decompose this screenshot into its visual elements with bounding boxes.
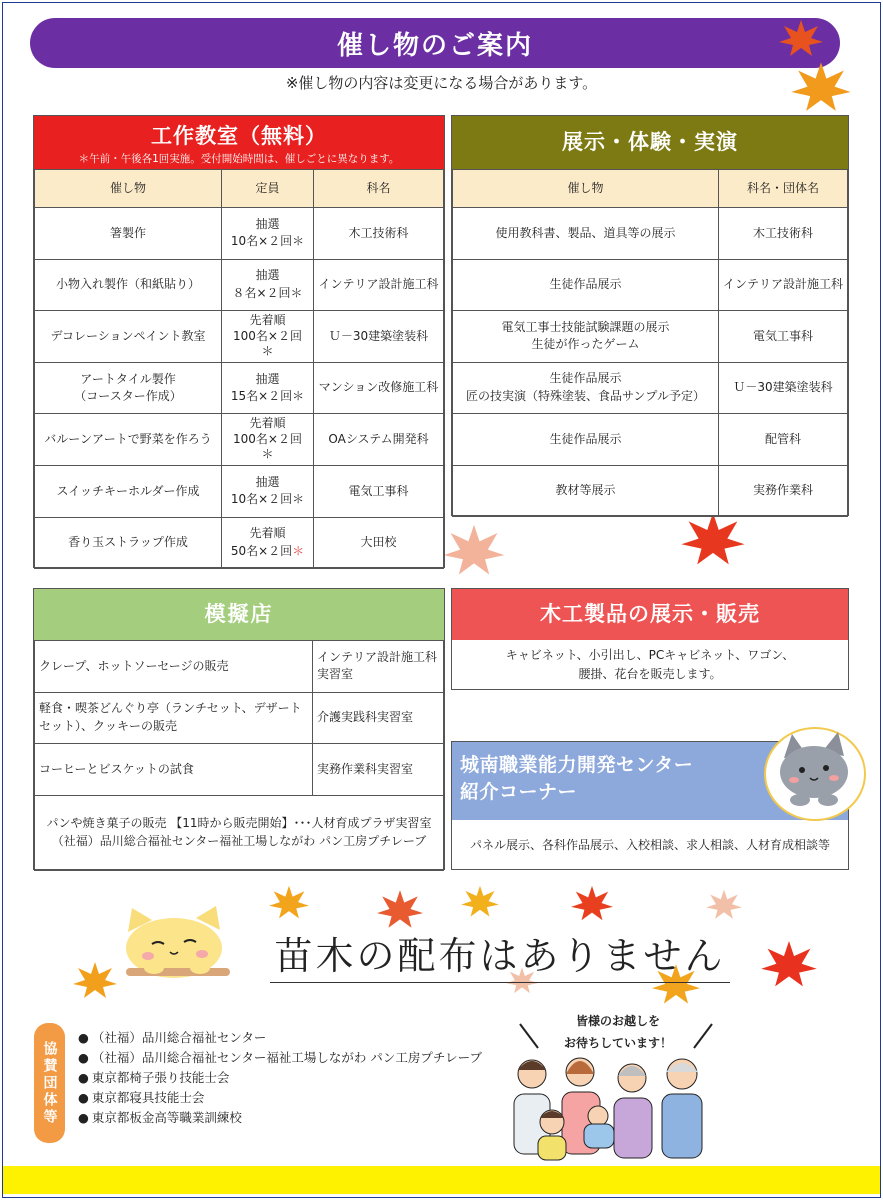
dept-cell: 大田校	[314, 517, 444, 569]
table-row	[453, 362, 848, 414]
dept-cell: 電気工事科	[719, 311, 848, 363]
store-item-cell: コーヒーとビスケットの試食	[35, 744, 313, 796]
workshop-subtitle: ＊午前・午後各1回実施。受付開始時間は、催しごとに異なります。	[78, 153, 400, 165]
wood-line: 腰掛、花台を販売します。	[578, 667, 722, 682]
event-cell: 箸製作	[35, 208, 222, 260]
workshop-header	[34, 116, 444, 169]
list-item: ● 東京都寝具技能士会	[78, 1088, 482, 1108]
list-item: ● （社福）品川総合福祉センター	[78, 1028, 482, 1048]
page-title-text: 催し物のご案内	[336, 30, 533, 61]
capacity-method: 抽選	[255, 371, 280, 386]
column-header: 催し物	[453, 170, 719, 208]
capacity-count: 100名×２回	[233, 431, 302, 446]
family-illustration	[500, 1018, 730, 1168]
maple-leaf-icon	[440, 522, 508, 580]
capacity-count-text: 50名×２回	[230, 543, 293, 558]
workshop-title: 工作教室（無料）	[151, 124, 327, 148]
table-row	[453, 465, 848, 517]
store-place-cell: 実務作業科実習室	[313, 744, 444, 796]
capacity-cell	[222, 311, 314, 363]
maple-leaf-icon	[460, 884, 500, 920]
capacity-method: 抽選	[255, 474, 280, 489]
capacity-cell	[222, 208, 314, 260]
event-line: 匠の技実演（特殊塗装、食品サンプル予定）	[466, 388, 705, 403]
maple-leaf-icon	[680, 508, 746, 572]
event-cell	[35, 362, 222, 414]
maple-leaf-icon	[570, 884, 614, 924]
bottom-bar	[3, 1166, 880, 1194]
bakery-line: パンや焼き菓子の販売 【11時から販売開始】･･･人材育成プラザ実習室	[46, 816, 432, 831]
capacity-count: 10名×２回＊	[230, 492, 305, 507]
dept-cell: OAシステム開発科	[314, 414, 444, 466]
list-item: ● （社福）品川総合福祉センター福祉工場しながわ パン工房プチレーブ	[78, 1048, 482, 1068]
sponsor-label: 協賛団体等	[34, 1023, 65, 1143]
capacity-count: ８名×２回＊	[232, 285, 303, 300]
store-place-cell	[313, 641, 444, 693]
store-item-cell: クレープ、ホットソーセージの販売	[35, 641, 313, 693]
event-cell: 小物入れ製作（和紙貼り）	[35, 259, 222, 311]
maple-leaf-icon	[790, 58, 852, 118]
table-row	[35, 641, 444, 693]
list-item: ● 東京都椅子張り技能士会	[78, 1068, 482, 1088]
list-item: ● 東京都板金高等職業訓練校	[78, 1108, 482, 1128]
center-title-line: 城南職業能力開発センター	[460, 754, 694, 776]
capacity-mark: ＊	[261, 447, 274, 462]
sponsor-list	[78, 1028, 482, 1128]
capacity-cell	[222, 466, 314, 518]
column-header: 科名・団体名	[719, 170, 848, 208]
event-line: 電気工事士技能試験課題の展示	[501, 319, 670, 334]
column-header: 催し物	[35, 170, 222, 208]
table-row	[35, 744, 444, 796]
center-body: パネル展示、各科作品展示、入校相談、求人相談、人材育成相談等	[469, 838, 830, 852]
dept-cell: マンション改修施工科	[314, 362, 444, 414]
column-header: 科名	[314, 170, 444, 208]
event-cell	[453, 311, 719, 363]
table-row	[453, 259, 848, 311]
dept-cell: 木工技術科	[314, 208, 444, 260]
bakery-line: （社福）品川総合福祉センター福祉工場しながわ パン工房プチレーブ	[51, 833, 427, 848]
welcome-line: お待ちしています！	[563, 1036, 672, 1050]
capacity-count: 15名×２回＊	[230, 389, 305, 404]
event-cell	[453, 362, 719, 414]
maple-leaf-icon	[778, 18, 824, 60]
table-row	[35, 692, 444, 744]
exhibit-title: 展示・体験・実演	[452, 116, 848, 169]
place-line: インテリア設計施工科	[317, 649, 438, 664]
table-row	[35, 311, 444, 363]
capacity-count	[225, 543, 310, 560]
event-line: （コースター作成）	[74, 389, 182, 404]
capacity-method: 先着順	[249, 526, 286, 541]
gray-cat-illustration	[762, 722, 868, 822]
capacity-method: 抽選	[255, 268, 280, 283]
yellow-cat-illustration	[118, 906, 238, 984]
table-header-row	[35, 170, 444, 208]
event-cell: 教材等展示	[453, 465, 719, 517]
change-notice: ※催し物の内容は変更になる場合があります。	[285, 74, 598, 92]
maple-leaf-icon	[268, 884, 310, 922]
store-place-cell: 介護実践科実習室	[313, 692, 444, 744]
dept-cell: インテリア設計施工科	[314, 259, 444, 311]
dept-cell: 木工技術科	[719, 208, 848, 260]
capacity-cell	[222, 259, 314, 311]
table-row	[35, 466, 444, 518]
dept-cell: Ｕ－30建築塗装科	[719, 362, 848, 414]
exhibit-section	[451, 115, 849, 516]
event-cell: スイッチキーホルダー作成	[35, 466, 222, 518]
table-row	[35, 362, 444, 414]
event-cell: デコレーションペイント教室	[35, 311, 222, 363]
table-row	[453, 311, 848, 363]
store-table	[34, 640, 444, 871]
table-row	[35, 795, 444, 870]
table-header-row	[453, 170, 848, 208]
capacity-cell	[222, 414, 314, 466]
bakery-cell	[35, 795, 444, 870]
table-row	[35, 517, 444, 569]
event-cell: 香り玉ストラップ作成	[35, 517, 222, 569]
event-cell: 生徒作品展示	[453, 259, 719, 311]
table-row	[35, 208, 444, 260]
event-cell: バルーンアートで野菜を作ろう	[35, 414, 222, 466]
capacity-cell	[222, 517, 314, 569]
event-line: 生徒作品展示	[549, 371, 622, 386]
place-line: 実習室	[317, 667, 354, 682]
event-line: アートタイル製作	[80, 371, 176, 386]
wood-section	[451, 588, 849, 690]
table-row	[35, 414, 444, 466]
workshop-section	[33, 115, 445, 568]
capacity-method: 抽選	[255, 216, 280, 231]
capacity-count: 10名×２回＊	[230, 234, 305, 249]
event-cell: 生徒作品展示	[453, 414, 719, 466]
wood-body	[452, 640, 848, 684]
capacity-method: 先着順	[249, 313, 286, 327]
wood-line: キャビネット、小引出し、PCキャビネット、ワゴン、	[505, 648, 795, 662]
capacity-cell	[222, 362, 314, 414]
store-item-cell: 軽食・喫茶どんぐり亭（ランチセット、デザートセット）、クッキーの販売	[35, 692, 313, 744]
store-section	[33, 588, 445, 870]
dept-cell: 電気工事科	[314, 466, 444, 518]
center-title-line: 紹介コーナー	[460, 780, 578, 803]
capacity-mark-red: ＊	[292, 543, 305, 558]
page-title	[30, 18, 840, 68]
maple-leaf-icon	[72, 960, 118, 1002]
capacity-count: 100名×２回	[233, 328, 302, 343]
workshop-table	[34, 169, 444, 569]
welcome-line: 皆様のお越しを	[575, 1014, 660, 1028]
no-seedlings-notice: 苗木の配布はありません	[270, 925, 730, 983]
maple-leaf-icon	[760, 938, 818, 992]
dept-cell: Ｕ－30建築塗装科	[314, 311, 444, 363]
store-title: 模擬店	[34, 589, 444, 640]
table-row	[453, 208, 848, 260]
event-cell: 使用教科書、製品、道具等の展示	[453, 208, 719, 260]
column-header: 定員	[222, 170, 314, 208]
maple-leaf-icon	[705, 888, 743, 922]
dept-cell: 実務作業科	[719, 465, 848, 517]
dept-cell: インテリア設計施工科	[719, 259, 848, 311]
dept-cell: 配管科	[719, 414, 848, 466]
capacity-method: 先着順	[249, 416, 286, 431]
wood-title: 木工製品の展示・販売	[452, 589, 848, 640]
event-line: 生徒が作ったゲーム	[531, 337, 640, 352]
exhibit-table	[452, 169, 848, 517]
table-row	[453, 414, 848, 466]
table-row	[35, 259, 444, 311]
capacity-mark: ＊	[261, 344, 274, 359]
